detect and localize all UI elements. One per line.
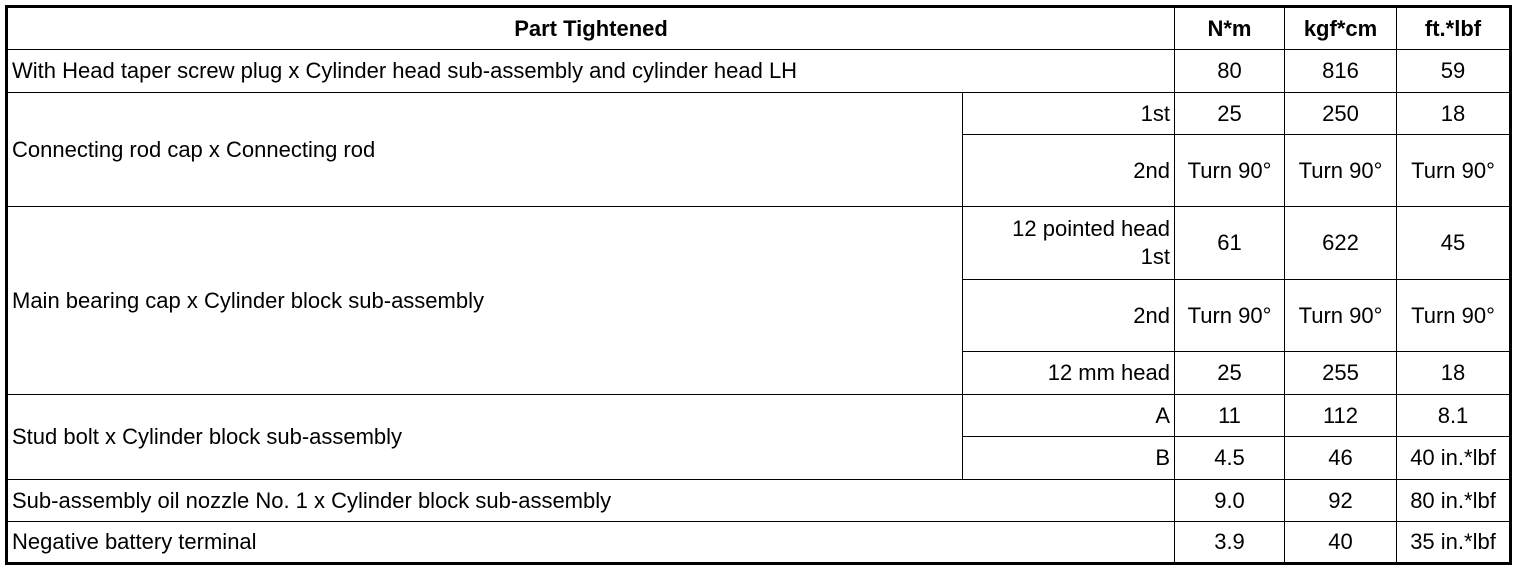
value-ftlbf: Turn 90° xyxy=(1397,135,1511,207)
value-kgfcm: 92 xyxy=(1285,480,1397,522)
condition-cell: 12 mm head xyxy=(963,352,1175,395)
condition-cell: B xyxy=(963,437,1175,480)
value-nm: 25 xyxy=(1175,93,1285,135)
value-nm: 9.0 xyxy=(1175,480,1285,522)
condition-cell: 12 pointed head 1st xyxy=(963,207,1175,280)
condition-cell: 2nd xyxy=(963,280,1175,352)
value-kgfcm: Turn 90° xyxy=(1285,135,1397,207)
value-nm: 4.5 xyxy=(1175,437,1285,480)
value-nm: 80 xyxy=(1175,50,1285,93)
value-ftlbf: 59 xyxy=(1397,50,1511,93)
condition-cell: 1st xyxy=(963,93,1175,135)
table-row xyxy=(7,50,1511,93)
table-row xyxy=(7,522,1511,564)
header-row xyxy=(7,7,1511,50)
table-row xyxy=(7,480,1511,522)
value-kgfcm: 40 xyxy=(1285,522,1397,564)
part-cell: Sub-assembly oil nozzle No. 1 x Cylinder block sub-assembly xyxy=(7,480,1175,522)
value-nm: 25 xyxy=(1175,352,1285,395)
header-nm: N*m xyxy=(1175,7,1285,50)
value-ftlbf: 45 xyxy=(1397,207,1511,280)
value-ftlbf: 8.1 xyxy=(1397,395,1511,437)
part-cell: Stud bolt x Cylinder block sub-assembly xyxy=(7,395,963,480)
value-kgfcm: 622 xyxy=(1285,207,1397,280)
part-cell: Main bearing cap x Cylinder block sub-assembly xyxy=(7,207,963,395)
value-ftlbf: Turn 90° xyxy=(1397,280,1511,352)
value-kgfcm: 250 xyxy=(1285,93,1397,135)
value-nm: 11 xyxy=(1175,395,1285,437)
table-row xyxy=(7,93,1511,135)
value-nm: Turn 90° xyxy=(1175,280,1285,352)
value-ftlbf: 18 xyxy=(1397,93,1511,135)
condition-cell: 2nd xyxy=(963,135,1175,207)
header-ftlbf: ft.*lbf xyxy=(1397,7,1511,50)
value-kgfcm: 112 xyxy=(1285,395,1397,437)
value-ftlbf: 40 in.*lbf xyxy=(1397,437,1511,480)
table-row xyxy=(7,207,1511,280)
value-nm: 61 xyxy=(1175,207,1285,280)
value-ftlbf: 80 in.*lbf xyxy=(1397,480,1511,522)
value-ftlbf: 35 in.*lbf xyxy=(1397,522,1511,564)
value-nm: 3.9 xyxy=(1175,522,1285,564)
value-kgfcm: 255 xyxy=(1285,352,1397,395)
value-kgfcm: 816 xyxy=(1285,50,1397,93)
part-cell: Connecting rod cap x Connecting rod xyxy=(7,93,963,207)
value-kgfcm: Turn 90° xyxy=(1285,280,1397,352)
part-cell: With Head taper screw plug x Cylinder head sub-assembly and cylinder head LH xyxy=(7,50,1175,93)
condition-cell: A xyxy=(963,395,1175,437)
value-ftlbf: 18 xyxy=(1397,352,1511,395)
part-cell: Negative battery terminal xyxy=(7,522,1175,564)
value-nm: Turn 90° xyxy=(1175,135,1285,207)
table-row xyxy=(7,395,1511,437)
header-kgfcm: kgf*cm xyxy=(1285,7,1397,50)
torque-spec-table xyxy=(5,5,1512,565)
header-part-tightened: Part Tightened xyxy=(7,7,1175,50)
value-kgfcm: 46 xyxy=(1285,437,1397,480)
